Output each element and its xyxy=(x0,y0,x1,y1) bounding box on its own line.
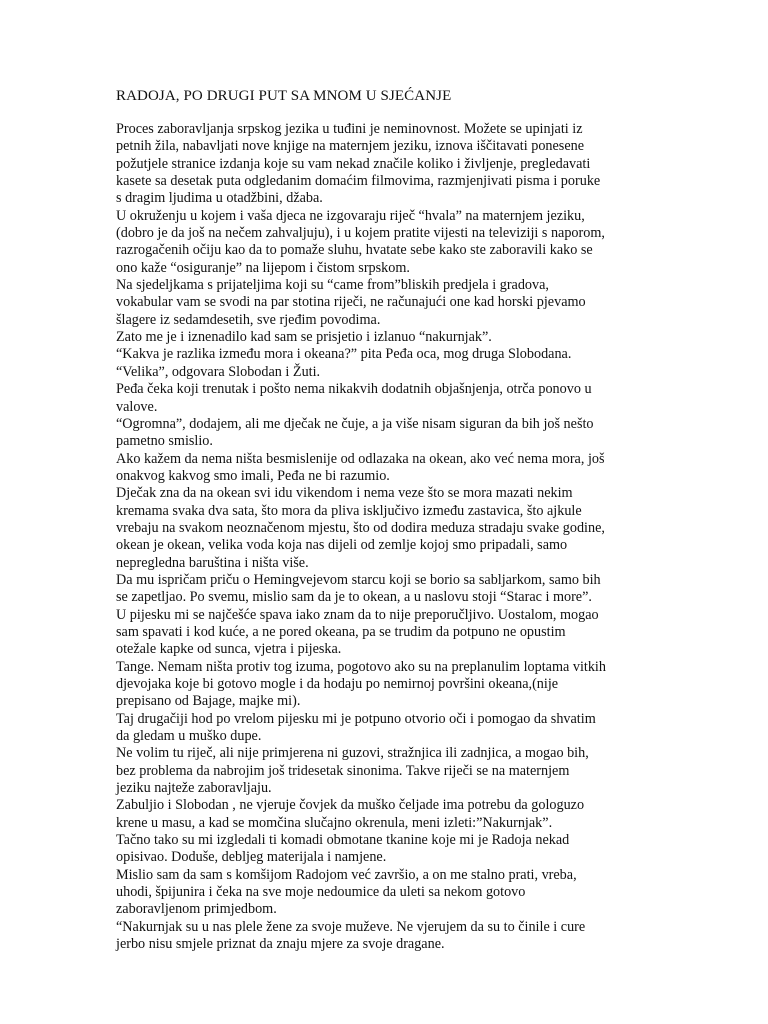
text-line: Ne volim tu riječ, ali nije primjerena ni guzovi, stražnjica ili zadnjica, a mogao bih, xyxy=(116,745,589,762)
text-line: kremama svaka dva sata, što mora da pliva isključivo između zastavica, što ajkule xyxy=(116,502,582,519)
document-body xyxy=(116,121,676,954)
text-line: da gledam u muško dupe. xyxy=(116,728,262,745)
text-line: Tačno tako su mi izgledali ti komadi obmotane tkanine koje mi je Radoja nekad xyxy=(116,832,570,849)
text-line: Mislio sam da sam s komšijom Radojom već završio, a on me stalno prati, vreba, xyxy=(116,866,577,883)
text-line: pametno smislio. xyxy=(116,433,213,450)
text-line: U pijesku mi se najčešće spava iako znam da to nije preporučljivo. Uostalom, mogao xyxy=(116,606,599,623)
document-title: RADOJA, PO DRUGI PUT SA MNOM U SJEĆANJE xyxy=(116,88,452,104)
text-line: požutjele stranice izdanja koje su vam nekad značile koliko i življenje, pregledavati xyxy=(116,155,591,172)
text-line: nepregledna baruština i ništa više. xyxy=(116,554,309,571)
text-line: onakvog kakvog smo imali, Peđa ne bi razumio. xyxy=(116,467,390,484)
text-line: bez problema da nabrojim još tridesetak sinonima. Takve riječi se na maternjem xyxy=(116,762,570,779)
text-line: Ako kažem da nema ništa besmislenije od odlazaka na okean, ako već nema mora, još xyxy=(116,450,605,467)
text-line: krene u masu, a kad se momčina slučajno okrenula, meni izleti:”Nakurnjak”. xyxy=(116,814,553,831)
text-line: petnih žila, nabavljati nove knjige na maternjem jeziku, iznova iščitavati ponesene xyxy=(116,138,585,155)
text-line: razrogačenih očiju kao da to pomaže sluhu, hvatate sebe kako ste zaboravili kako se xyxy=(116,242,593,259)
text-line: djevojaka koje bi gotovo mogle i da hodaju po nemirnoj površini okeana,(nije xyxy=(116,676,559,692)
text-line: jerbo nisu smjele priznat da znaju mjere za svoje dragane. xyxy=(116,936,445,953)
text-line: sam spavati i kod kuće, a ne pored okeana, pa se trudim da potpuno ne opustim xyxy=(116,623,566,640)
text-line: Zato me je i iznenadilo kad sam se prisjetio i izlanuo “nakurnjak”. xyxy=(116,329,492,346)
text-line: “Ogromna”, dodajem, ali me dječak ne čuje, a ja više nisam siguran da bih još nešto xyxy=(116,415,594,432)
text-line: otežale kapke od sunca, vjetra i pijeska. xyxy=(116,641,342,658)
text-line: opisivao. Doduše, debljeg materijala i namjene. xyxy=(116,849,387,866)
text-line: ono kaže “osiguranje” na lijepom i čistom srpskom. xyxy=(116,259,410,276)
text-line: s dragim ljudima u otadžbini, džaba. xyxy=(116,190,323,207)
text-line: se zapetljao. Po svemu, mislio sam da je to okean, a u naslovu stoji “Starac i more”. xyxy=(116,589,592,606)
text-line: šlagere iz sedamdesetih, sve rjeđim povodima. xyxy=(116,311,381,328)
text-line: jeziku najteže zaboravljaju. xyxy=(116,780,272,797)
text-line: Tange. Nemam ništa protiv tog izuma, pogotovo ako su na preplanulim loptama vitkih xyxy=(116,658,606,675)
text-line: prepisano od Bajage, majke mi). xyxy=(116,693,301,710)
text-line: kasete sa desetak puta odgledanim domaćim filmovima, razmjenjivati pisma i poruke xyxy=(116,173,601,190)
text-line: vrebaju na svakom neoznačenom mjestu, što od dodira meduza stradaju svake godine, xyxy=(116,519,605,536)
text-line: Taj drugačiji hod po vrelom pijesku mi je potpuno otvorio oči i pomogao da shvatim xyxy=(116,710,596,727)
text-line: (dobro je da još na nečem zahvaljuju), i u kojem pratite vijesti na televiziji s naporom, xyxy=(116,225,605,242)
text-line: Peđa čeka koji trenutak i pošto nema nikakvih dodatnih objašnjenja, otrča ponovo u xyxy=(116,381,592,398)
text-line: okean je okean, velika voda koja nas dijeli od zemlje kojoj smo pripadali, samo xyxy=(116,537,568,554)
text-line: “Nakurnjak su u nas plele žene za svoje muževe. Ne vjerujem da su to činile i cure xyxy=(116,918,586,935)
text-line: Dječak zna da na okean svi idu vikendom i nema veze što se mora mazati nekim xyxy=(116,485,573,502)
text-line: valove. xyxy=(116,398,158,415)
text-line: “Velika”, odgovara Slobodan i Žuti. xyxy=(116,363,321,380)
text-line: zaboravljenom primjedbom. xyxy=(116,901,277,918)
text-line: U okruženju u kojem i vaša djeca ne izgovaraju riječ “hvala” na maternjem jeziku, xyxy=(116,207,585,224)
text-line: Zabuljio i Slobodan , ne vjeruje čovjek da muško čeljade ima potrebu da gologuzo xyxy=(116,797,585,814)
text-line: Proces zaboravljanja srpskog jezika u tuđini je neminovnost. Možete se upinjati iz xyxy=(116,121,583,137)
text-line: vokabular vam se svodi na par stotina riječi, ne računajući one kad horski pjevamo xyxy=(116,294,586,311)
text-line: Na sjedeljkama s prijateljima koji su “came from”bliskih predjela i gradova, xyxy=(116,277,549,294)
text-line: “Kakva je razlika između mora i okeana?” pita Peđa oca, mog druga Slobodana. xyxy=(116,346,572,363)
text-line: Da mu ispričam priču o Hemingvejevom starcu koji se borio sa sabljarkom, samo bih xyxy=(116,571,601,588)
text-line: uhodi, špijunira i čeka na sve moje nedoumice da uleti sa nekom gotovo xyxy=(116,884,526,901)
